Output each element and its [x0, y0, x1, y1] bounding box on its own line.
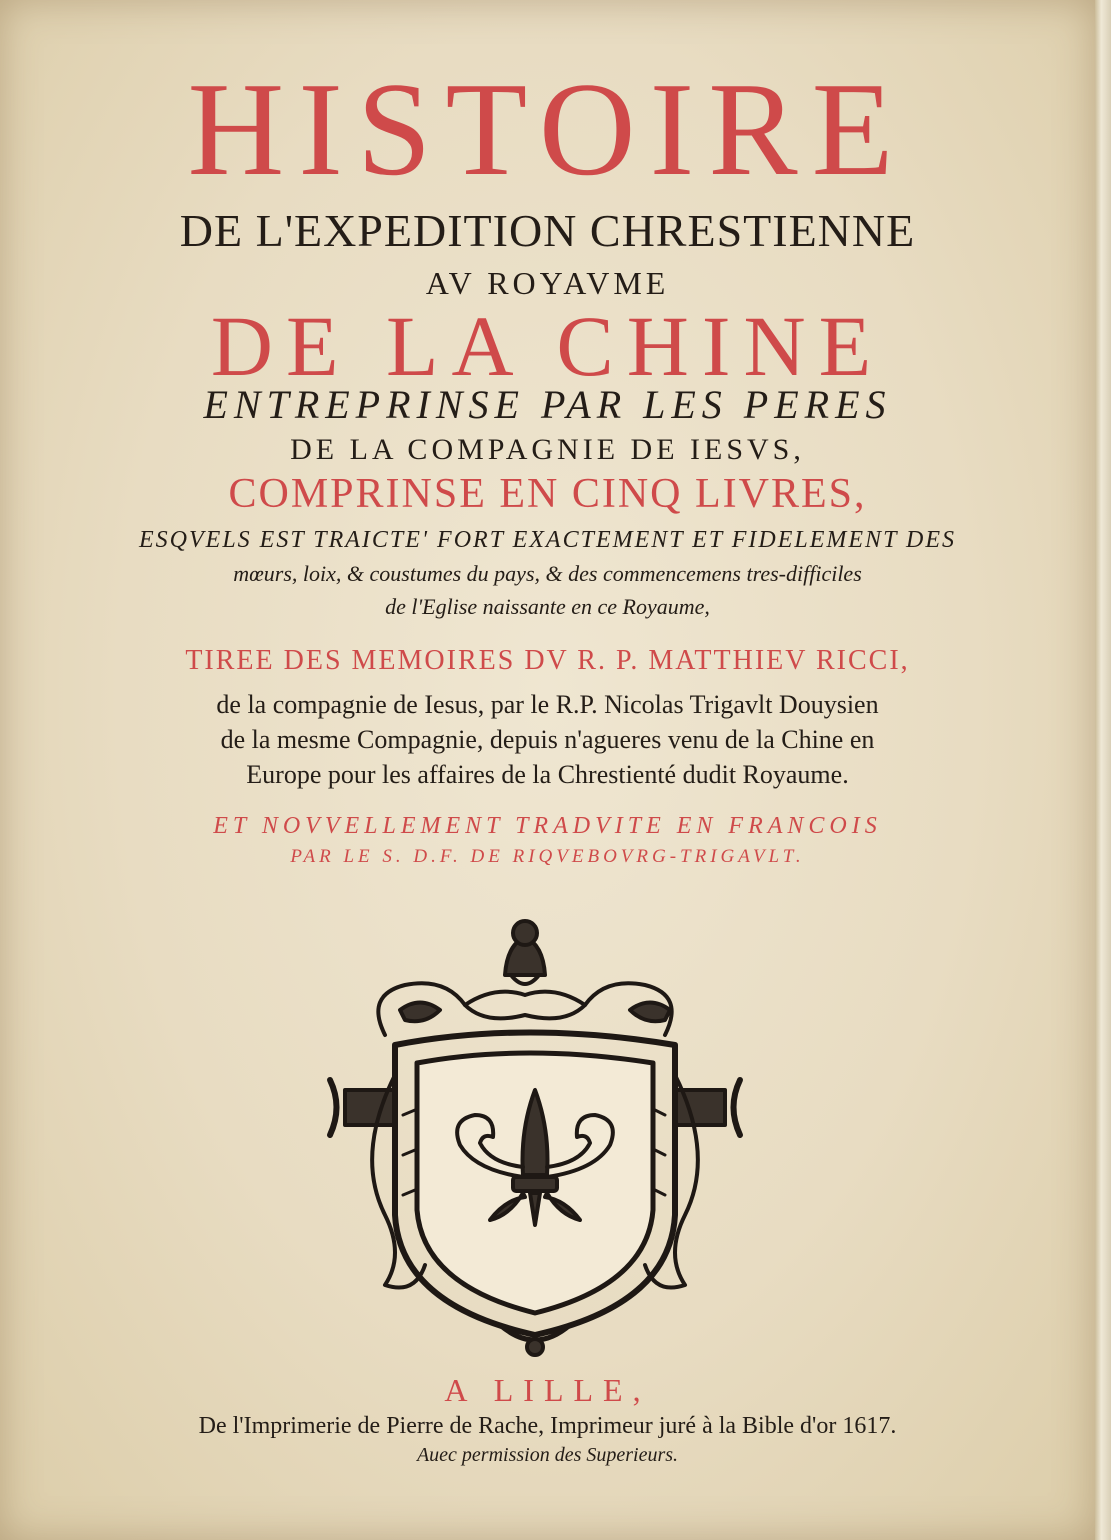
- subtitle-eglise: de l'Eglise naissante en ce Royaume,: [385, 594, 710, 619]
- author-line-3: Europe pour les affaires de la Chrestienté dudit Royaume.: [246, 760, 849, 789]
- title-histoire: HISTOIRE: [187, 55, 908, 203]
- title-entreprinse: ENTREPRINSE PAR LES PERES: [203, 382, 892, 427]
- subtitle-tiree: TIREE DES MEMOIRES DV R. P. MATTHIEV RICCI,: [185, 645, 910, 676]
- title-royaume: AV ROYAVME: [425, 265, 670, 301]
- title-comprinse: COMPRINSE EN CINQ LIVRES,: [228, 471, 867, 517]
- translation-line-1: ET NOVVELLEMENT TRADVITE EN FRANCOIS: [213, 813, 882, 839]
- imprint-city: A LILLE,: [444, 1372, 651, 1408]
- fleur-de-lis-coat-of-arms-icon: [325, 915, 745, 1365]
- translation-line-2: PAR LE S. D.F. DE RIQVEBOVRG-TRIGAVLT.: [290, 846, 805, 867]
- title-expedition: DE L'EXPEDITION CHRESTIENNE: [179, 205, 916, 256]
- subtitle-moeurs: mœurs, loix, & coustumes du pays, & des commencemens tres-difficiles: [233, 561, 862, 586]
- author-line-2: de la mesme Compagnie, depuis n'agueres venu de la Chine en: [220, 725, 875, 754]
- author-line-1: de la compagnie de Iesus, par le R.P. Nicolas Trigavlt Douysien: [216, 690, 879, 719]
- imprint-permission: Auec permission des Superieurs.: [416, 1444, 679, 1466]
- imprint-printer: De l'Imprimerie de Pierre de Rache, Imprimeur juré à la Bible d'or 1617.: [198, 1413, 897, 1439]
- title-chine: DE LA CHINE: [210, 298, 885, 394]
- title-compagnie: DE LA COMPAGNIE DE IESVS,: [290, 433, 805, 466]
- page-edge: [1095, 0, 1111, 1540]
- subtitle-lesquels: ESQVELS EST TRAICTE' FORT EXACTEMENT ET FIDELEMENT DES: [139, 527, 956, 553]
